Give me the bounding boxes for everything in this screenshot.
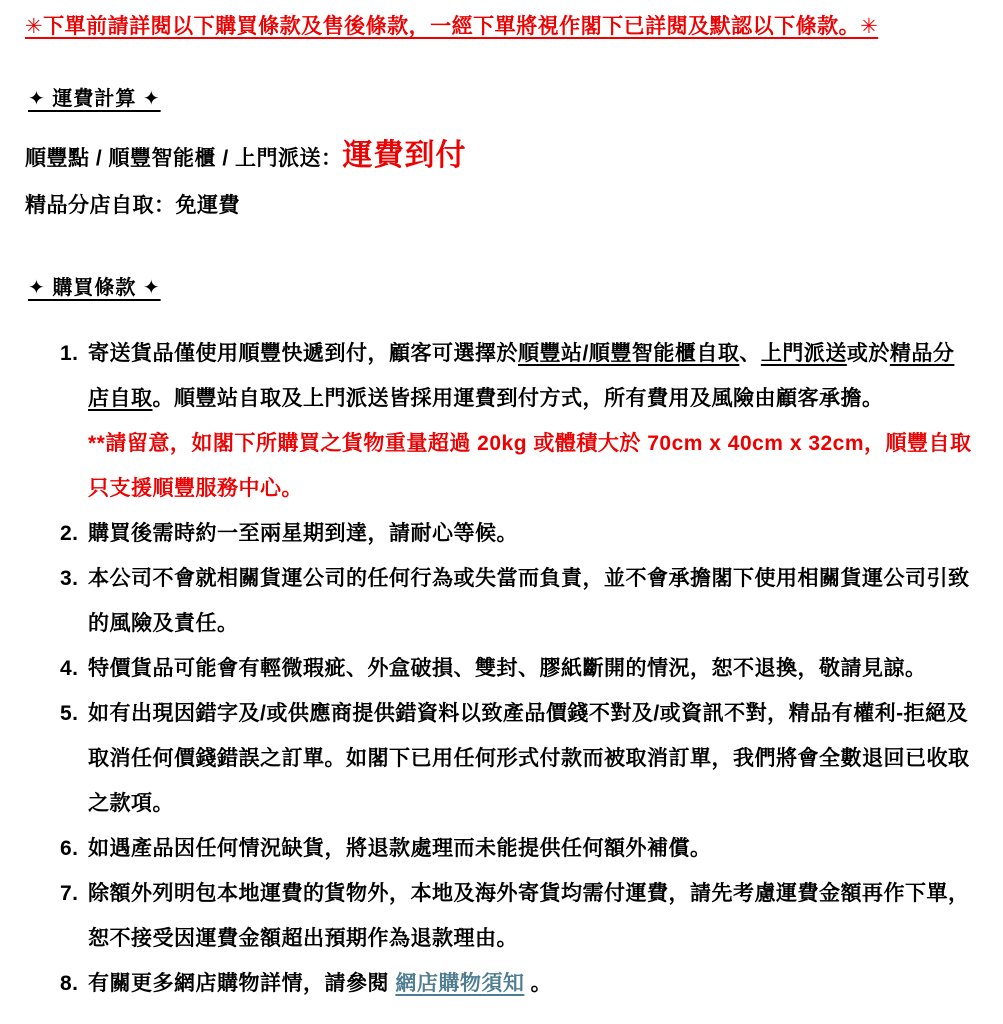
term-item-5: [60, 691, 973, 826]
term-number: 1.: [60, 342, 79, 365]
term-text: 如有出現因錯字及/或供應商提供錯資料以致產品價錢不對及/或資訊不對，精品有權利-拒絕及取消任何價錢錯誤之訂單。如閣下已用任何形式付款而被取消訂單，我們將會全數退回已收取之款項。: [88, 702, 970, 815]
term-8-text: 。: [524, 972, 553, 995]
sf-station-pickup-underline: 順豐站/順豐智能櫃自取: [518, 342, 740, 365]
sf-delivery-options-label: 順豐點 / 順豐智能櫃 / 上門派送：: [25, 147, 343, 170]
term-text: [88, 331, 973, 511]
term-number: 7.: [60, 882, 79, 905]
shop-guide-link[interactable]: 網店購物須知: [395, 972, 525, 995]
term-number: 8.: [60, 972, 79, 995]
door-delivery-underline: 上門派送: [760, 342, 847, 365]
term-text: 購買後需時約一至兩星期到達，請耐心等候。: [88, 522, 518, 545]
purchase-terms-heading: ✦ 購買條款 ✦: [28, 277, 161, 299]
term-number: 4.: [60, 657, 79, 680]
term-item-4: [60, 646, 973, 691]
weight-limit-note: **請留意，如閣下所購買之貨物重量超過 20kg 或體積大於 70cm x 40cm x 32cm，順豐自取只支援順豐服務中心。: [88, 432, 972, 500]
term-1-text: 或於: [846, 342, 890, 365]
terms-list: [25, 331, 973, 1006]
term-text: 如遇產品因任何情況缺貨，將退款處理而未能提供任何額外補償。: [88, 837, 712, 860]
term-text: 特價貨品可能會有輕微瑕疵、外盒破損、雙封、膠紙斷開的情況，恕不退換，敬請見諒。: [88, 657, 927, 680]
term-1-text: 、: [739, 342, 761, 365]
shipping-fee-heading: ✦ 運費計算 ✦: [28, 88, 161, 110]
term-number: 2.: [60, 522, 79, 545]
terms-page: [25, 12, 973, 1006]
term-1-paragraph: [88, 331, 973, 421]
term-text: [88, 961, 973, 1006]
pre-order-notice: ✳下單前請詳閱以下購買條款及售後條款，一經下單將視作閣下已詳閱及默認以下條款。✳: [25, 15, 879, 38]
term-number: 5.: [60, 702, 79, 725]
term-item-8: [60, 961, 973, 1006]
sf-delivery-options-line: [25, 138, 973, 177]
term-1-text: 寄送貨品僅使用順豐快遞到付，顧客可選擇於: [88, 342, 518, 365]
freight-collect-value: 運費到付: [342, 139, 467, 172]
term-1-text: 。順豐站自取及上門派送皆採用運費到付方式，所有費用及風險由顧客承擔。: [152, 387, 884, 410]
term-item-7: [60, 871, 973, 961]
store-pickup-line: 精品分店自取：免運費: [25, 194, 240, 217]
term-item-6: [60, 826, 973, 871]
store-pickup-underline: 精品分店自取: [88, 342, 955, 410]
term-8-text: 有關更多網店購物詳情，請參閱: [88, 972, 396, 995]
term-text: 除額外列明包本地運費的貨物外，本地及海外寄貨均需付運費，請先考慮運費金額再作下單，恕不接受因運費金額超出預期作為退款理由。: [88, 882, 970, 950]
term-item-2: [60, 511, 973, 556]
term-item-3: [60, 556, 973, 646]
term-item-1: [60, 331, 973, 511]
term-number: 6.: [60, 837, 79, 860]
term-number: 3.: [60, 567, 79, 590]
term-text: 本公司不會就相關貨運公司的任何行為或失當而負責，並不會承擔閣下使用相關貨運公司引致的風險及責任。: [88, 567, 970, 635]
